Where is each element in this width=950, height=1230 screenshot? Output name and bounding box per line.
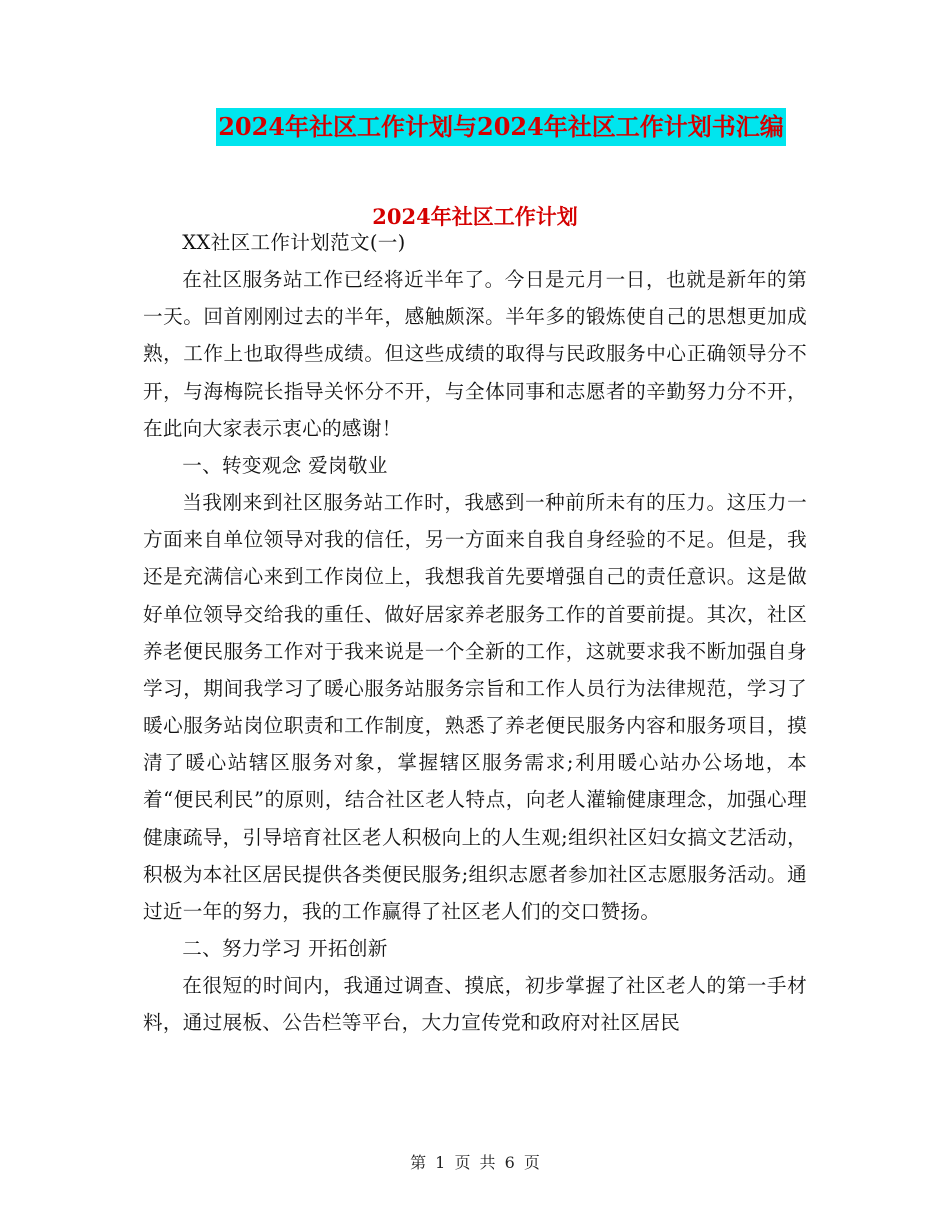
paragraph-intro: 在社区服务站工作已经将近半年了。今日是元月一日，也就是新年的第一天。回首刚刚过去的半年，感触颇深。半年多的锻炼使自己的思想更加成熟，工作上也取得些成绩。但这些成绩的取得与民政服务中心正确领导分不开，与海梅院长指导关怀分不开，与全体同事和志愿者的辛勤努力分不开，在此向大家表示衷心的感谢！ xyxy=(143,268,807,440)
paragraph-body-1: 当我刚来到社区服务站工作时，我感到一种前所未有的压力。这压力一方面来自单位领导对我的信任，另一方面来自我自身经验的不足。但是，我还是充满信心来到工作岗位上，我想我首先要增强自己的责任意识。这是做好单位领导交给我的重任、做好居家养老服务工作的首要前提。其次，社区养老便民服务工作对于我来说是一个全新的工作，这就要求我不断加强自身学习，期间我学习了暖心服务站服务宗旨和工作人员行为法律规范，学习了暖心服务站岗位职责和工作制度，熟悉了养老便民服务内容和服务项目，摸清了暖心站辖区服务对象，掌握辖区服务需求;利用暖心站办公场地，本着“便民利民”的原则，结合社区老人特点，向老人灌输健康理念，加强心理健康疏导，引导培育社区老人积极向上的人生观;组织社区妇女搞文艺活动，积极为本社区居民提供各类便民服务;组织志愿者参加社区志愿服务活动。通过近一年的努力，我的工作赢得了社区老人们的交口赞扬。 xyxy=(143,491,807,923)
paragraph-heading-sample: XX社区工作计划范文(一) xyxy=(182,231,406,254)
document-body xyxy=(143,224,807,1041)
paragraph-heading-2: 二、努力学习 开拓创新 xyxy=(182,936,388,960)
paragraph-heading-1: 一、转变观念 爱岗敬业 xyxy=(182,453,388,477)
document-main-title: 2024年社区工作计划与2024年社区工作计划书汇编 xyxy=(216,108,786,146)
section-title: 2024年社区工作计划 xyxy=(372,204,578,229)
page-number: 第 1 页 共 6 页 xyxy=(410,1153,540,1172)
paragraph-body-2: 在很短的时间内，我通过调查、摸底，初步掌握了社区老人的第一手材料，通过展板、公告栏等平台，大力宣传党和政府对社区居民 xyxy=(143,974,807,1035)
title-bar xyxy=(0,108,950,146)
